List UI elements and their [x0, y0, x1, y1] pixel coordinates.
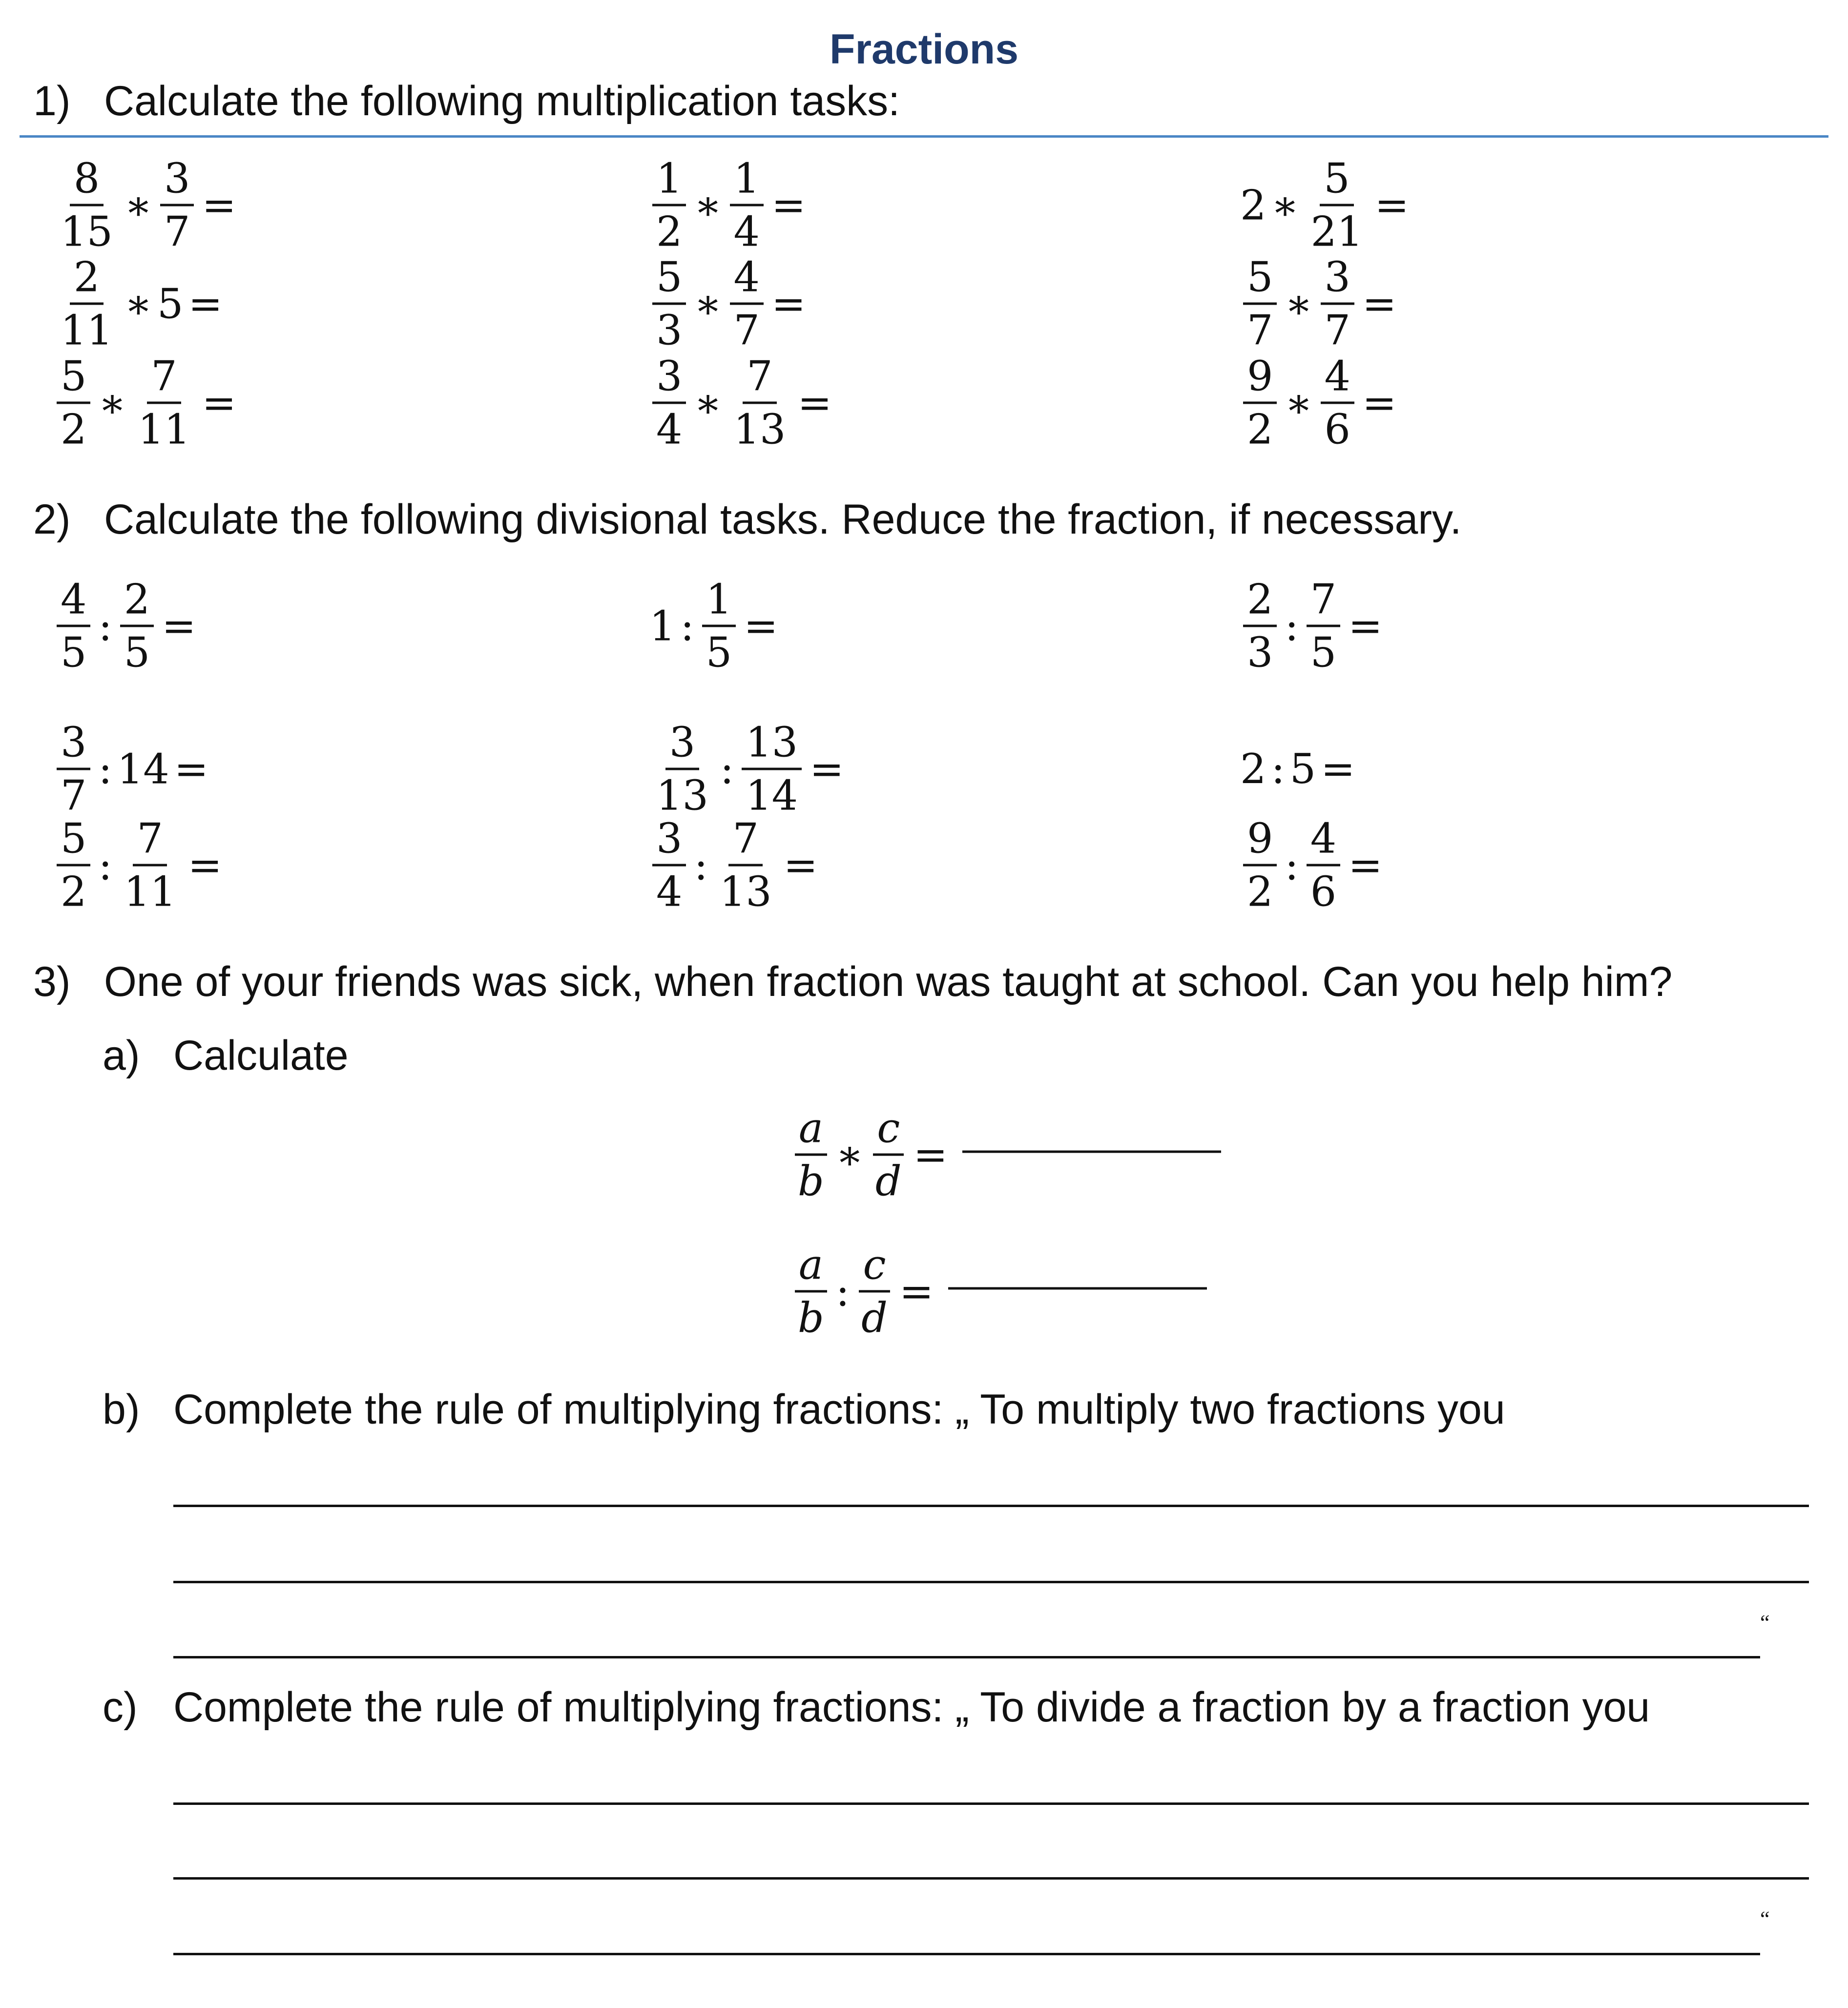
operator: ∗ [835, 1131, 864, 1179]
equals-sign: = [187, 841, 223, 889]
right-whole-number: 14 [117, 745, 169, 793]
multiplication-task [54, 253, 228, 354]
division-task [1240, 814, 1388, 916]
operator: : [1285, 602, 1299, 650]
page-title: Fractions [829, 26, 1019, 73]
numerator: 2 [120, 579, 154, 627]
numerator: c [873, 1108, 904, 1156]
left-fraction [54, 154, 120, 256]
right-fraction [157, 154, 197, 256]
denominator: 6 [1324, 405, 1350, 454]
denominator: 11 [138, 405, 190, 454]
numerator: 13 [742, 722, 802, 770]
denominator: 4 [733, 207, 760, 256]
part-b-heading [103, 1386, 1505, 1434]
numerator: 4 [1307, 818, 1340, 867]
denominator: 14 [746, 771, 798, 820]
left-whole-number: 1 [649, 602, 676, 650]
denominator: 5 [124, 628, 150, 677]
left-fraction [54, 253, 120, 354]
numerator: 3 [57, 722, 90, 770]
left-fraction [649, 814, 689, 916]
division-task [1240, 575, 1388, 677]
division-task [649, 814, 823, 916]
multiplication-task [649, 253, 810, 354]
left-fraction [791, 1104, 831, 1205]
division-task [1240, 745, 1360, 793]
denominator: 7 [1247, 306, 1273, 354]
numerator: 5 [1320, 158, 1353, 207]
equals-sign: = [913, 1131, 948, 1179]
denominator: 5 [1310, 628, 1337, 677]
left-fraction [649, 718, 715, 820]
right-fraction [699, 575, 739, 677]
denominator: 7 [164, 207, 190, 256]
left-whole-number: 2 [1240, 745, 1267, 793]
answer-line[interactable] [173, 1656, 1760, 1658]
operator: : [680, 602, 694, 650]
numerator: 3 [160, 158, 194, 207]
denominator: 7 [1324, 306, 1350, 354]
equals-sign: = [1362, 379, 1397, 427]
denominator: 5 [61, 628, 87, 677]
denominator: 2 [61, 868, 87, 916]
denominator: 2 [61, 405, 87, 454]
left-fraction [1240, 352, 1280, 454]
operator: : [1271, 745, 1285, 793]
equals-sign: = [1374, 181, 1409, 229]
part-c-letter: c) [103, 1684, 138, 1731]
section-2-number: 2) [33, 496, 71, 543]
denominator: 7 [733, 306, 760, 354]
denominator: 13 [719, 868, 772, 916]
numerator: 3 [1321, 257, 1354, 305]
denominator: 4 [656, 405, 683, 454]
operator: ∗ [124, 280, 152, 328]
equals-sign: = [188, 280, 223, 328]
right-fraction [1318, 352, 1357, 454]
section-divider [20, 135, 1828, 138]
denominator: 2 [656, 207, 683, 256]
equals-sign: = [783, 841, 818, 889]
operator: ∗ [694, 280, 722, 328]
answer-blank[interactable] [948, 1287, 1207, 1290]
multiplication-task [54, 154, 241, 256]
multiplication-task [54, 352, 241, 454]
numerator: 4 [1321, 356, 1354, 404]
denominator: d [861, 1294, 888, 1342]
operator: ∗ [694, 181, 722, 229]
part-a-text: Calculate [173, 1032, 349, 1079]
section-3-heading [33, 958, 1672, 1006]
part-c-text: Complete the rule of multiplying fractions: „ To divide a fraction by a fraction you [173, 1684, 1650, 1731]
equals-sign: = [162, 602, 196, 650]
numerator: 1 [702, 579, 736, 627]
right-fraction [1304, 154, 1370, 256]
equals-sign: = [797, 379, 832, 427]
multiplication-task [649, 154, 810, 256]
operator: : [694, 841, 708, 889]
section-2-heading [33, 496, 1461, 544]
right-fraction [117, 814, 183, 916]
numerator: 7 [147, 356, 181, 404]
left-fraction [54, 718, 93, 820]
denominator: b [798, 1157, 824, 1205]
numerator: 9 [1243, 818, 1277, 867]
division-task [54, 814, 227, 916]
division-task [649, 575, 783, 677]
multiplication-task [1240, 352, 1401, 454]
multiplication-task [1240, 154, 1414, 256]
general-formula [791, 1104, 1221, 1205]
numerator: 5 [57, 818, 90, 867]
numerator: 5 [57, 356, 90, 404]
division-task [54, 718, 213, 820]
equals-sign: = [899, 1267, 934, 1315]
right-fraction [739, 718, 805, 820]
multiplication-task [1240, 253, 1401, 354]
right-fraction [131, 352, 197, 454]
equals-sign: = [744, 602, 778, 650]
denominator: 11 [61, 306, 113, 354]
denominator: b [798, 1294, 824, 1342]
section-2-text: Calculate the following divisional tasks. Reduce the fraction, if necessary. [104, 496, 1462, 543]
answer-line[interactable] [173, 1505, 1809, 1507]
denominator: 15 [61, 207, 113, 256]
denominator: d [875, 1157, 902, 1205]
numerator: c [859, 1244, 890, 1293]
numerator: 2 [1243, 579, 1277, 627]
numerator: 7 [133, 818, 166, 867]
numerator: 5 [652, 257, 686, 305]
denominator: 7 [61, 771, 87, 820]
left-fraction [791, 1241, 831, 1342]
denominator: 3 [1247, 628, 1273, 677]
closing-quote: “ [1760, 1611, 1770, 1635]
operator: ∗ [98, 379, 126, 427]
left-fraction [649, 154, 689, 256]
left-fraction [1240, 814, 1280, 916]
equals-sign: = [771, 181, 806, 229]
left-fraction [54, 814, 93, 916]
answer-line[interactable] [173, 1802, 1809, 1805]
right-fraction [1304, 575, 1343, 677]
denominator: 2 [1247, 405, 1273, 454]
equals-sign: = [1321, 745, 1355, 793]
right-fraction [727, 352, 793, 454]
numerator: a [795, 1244, 827, 1293]
right-whole-number: 5 [1289, 745, 1316, 793]
left-whole-number: 2 [1240, 181, 1267, 229]
numerator: 3 [652, 818, 686, 867]
denominator: 11 [124, 868, 176, 916]
equals-sign: = [1362, 280, 1397, 328]
denominator: 3 [656, 306, 683, 354]
operator: : [98, 602, 112, 650]
operator: ∗ [124, 181, 152, 229]
right-fraction [727, 253, 767, 354]
denominator: 4 [656, 868, 683, 916]
part-c-heading [103, 1683, 1650, 1732]
numerator: 9 [1243, 356, 1277, 404]
numerator: 8 [70, 158, 104, 207]
section-1-number: 1) [33, 78, 71, 124]
left-fraction [54, 352, 93, 454]
answer-line[interactable] [173, 1953, 1760, 1955]
equals-sign: = [1348, 841, 1383, 889]
division-task [54, 575, 201, 677]
operator: : [98, 745, 112, 793]
closing-quote: “ [1760, 1907, 1770, 1931]
left-fraction [1240, 253, 1280, 354]
right-fraction [1318, 253, 1357, 354]
right-fraction [1304, 814, 1343, 916]
denominator: 13 [733, 405, 786, 454]
numerator: 3 [665, 722, 699, 770]
denominator: 6 [1310, 868, 1337, 916]
part-b-text: Complete the rule of multiplying fractions: „ To multiply two fractions you [173, 1386, 1505, 1433]
equals-sign: = [810, 745, 844, 793]
right-fraction [713, 814, 779, 916]
numerator: 4 [57, 579, 90, 627]
answer-line[interactable] [173, 1877, 1809, 1880]
numerator: a [795, 1108, 827, 1156]
division-task [649, 718, 849, 820]
general-formula [791, 1241, 1207, 1342]
equals-sign: = [771, 280, 806, 328]
numerator: 4 [730, 257, 764, 305]
denominator: 13 [656, 771, 708, 820]
part-b-letter: b) [103, 1386, 140, 1433]
operator: : [1285, 841, 1299, 889]
right-whole-number: 5 [157, 280, 184, 328]
equals-sign: = [1348, 602, 1383, 650]
denominator: 5 [706, 628, 732, 677]
equals-sign: = [202, 379, 236, 427]
operator: ∗ [1285, 280, 1313, 328]
numerator: 3 [652, 356, 686, 404]
denominator: 2 [1247, 868, 1273, 916]
operator: ∗ [1271, 181, 1299, 229]
answer-blank[interactable] [962, 1151, 1221, 1153]
numerator: 1 [730, 158, 764, 207]
section-1-text: Calculate the following multiplication tasks: [104, 78, 900, 124]
section-3-text: One of your friends was sick, when fraction was taught at school. Can you help him? [104, 958, 1673, 1005]
section-1-heading [33, 77, 900, 125]
left-fraction [54, 575, 93, 677]
left-fraction [649, 253, 689, 354]
equals-sign: = [202, 181, 236, 229]
numerator: 7 [728, 818, 762, 867]
answer-line[interactable] [173, 1581, 1809, 1583]
part-a-letter: a) [103, 1032, 140, 1079]
right-fraction [854, 1241, 894, 1342]
numerator: 1 [652, 158, 686, 207]
equals-sign: = [174, 745, 209, 793]
multiplication-task [649, 352, 837, 454]
left-fraction [649, 352, 689, 454]
section-3-number: 3) [33, 958, 71, 1005]
left-fraction [1240, 575, 1280, 677]
operator: : [835, 1267, 850, 1315]
numerator: 5 [1243, 257, 1277, 305]
numerator: 7 [1307, 579, 1340, 627]
part-a-heading [103, 1032, 349, 1080]
numerator: 2 [70, 257, 104, 305]
operator: ∗ [1285, 379, 1313, 427]
denominator: 21 [1310, 207, 1363, 256]
right-fraction [869, 1104, 909, 1205]
right-fraction [117, 575, 157, 677]
operator: : [720, 745, 734, 793]
operator: ∗ [694, 379, 722, 427]
right-fraction [727, 154, 767, 256]
numerator: 7 [743, 356, 776, 404]
operator: : [98, 841, 112, 889]
